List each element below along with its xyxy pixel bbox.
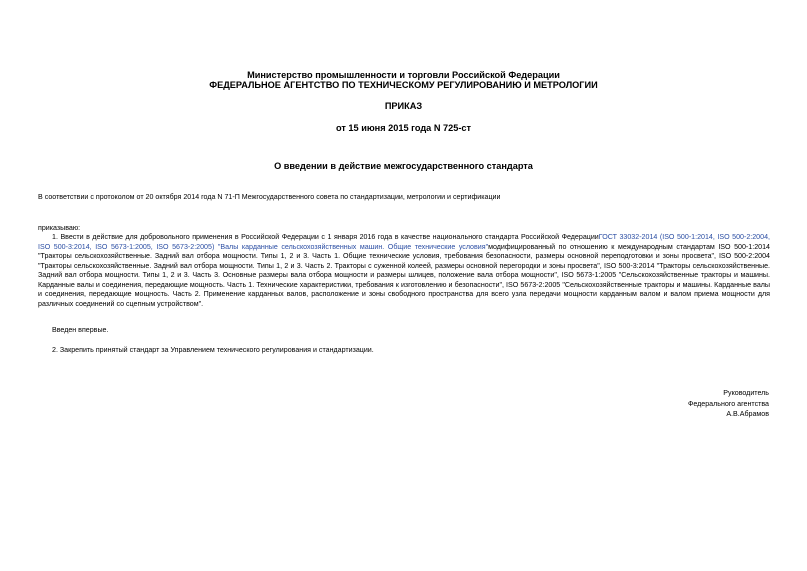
item-1-details: модифицированный по отношению к международным стандартам ISO 500-1:2014 "Тракторы сельскохозяйственные. Задний вал отбора мощности. Типы 1, 2 и 3. Часть 1. Общие технические условия, требования безопасности, размеры основной переподготовки и зоны просвета", ISO 500-2:2004 "Тракторы сельскохозяйственные. Задний вал отбора мощности. Типы 1, 2 и 3. Часть 2. Тракторы с суженной колеей, размеры основной перегородки и зоны просвета", ISO 500-3:2014 "Тракторы сельскохозяйственные. Задний вал отбора мощности. Типы 1, 2 и 3. Часть 3. Основные размеры вала отбора мощности и размеры шлицев, положение вала отбора мощности", ISO 5673-1:2005 "Сельскохозяйственные тракторы и машины. Карданные валы и соединения, передающие мощность. Часть 1. Технические характеристики, требования к изготовлению и безопасности", ISO 5673-2:2005 "Сельскохозяйственные тракторы и машины. Карданные валы и соединения, передающие мощность. Часть 2. Применение карданных валов, расположение и зоны свободного пространства для всего узла передачи мощности карданным валом и валом приема мощности для различных соединений со сцепным устройством". [38, 242, 770, 308]
document-title: О введении в действие межгосударственного стандарта [274, 161, 533, 171]
item-1-paragraph [38, 233, 770, 309]
signatory-position-line-1: Руководитель [723, 389, 769, 397]
document-type: ПРИКАЗ [384, 101, 423, 111]
item-1-intro: 1. Ввести в действие для добровольного применения в Российской Федерации с 1 января 2016 года в качестве национального стандарта Российской Федерации [52, 233, 599, 241]
item-2-paragraph: 2. Закрепить принятый стандарт за Управлением технического регулирования и стандартизации. [52, 346, 374, 354]
signature-block [688, 388, 769, 420]
document-date: от 15 июня 2015 года N 725-ст [335, 123, 472, 133]
ministry-name: Министерство промышленности и торговли Российской Федерации [247, 70, 560, 80]
signatory-name: А.В.Абрамов [726, 410, 769, 418]
introduced-note: Введен впервые. [52, 326, 109, 334]
standard-link[interactable]: ГОСТ 33032-2014 (ISO 500-1:2014, ISO 500-2:2004, ISO 500-3:2014, ISO 5673-1:2005, ISO 5673-2:2005) "Валы карданные сельскохозяйственных машин. Общие технические условия" [38, 233, 770, 251]
signatory-position-line-2: Федерального агентства [687, 399, 769, 408]
protocol-paragraph: В соответствии с протоколом от 20 октября 2014 года N 71-П Межгосударственного совета по стандартизации, метрологии и сертификации [38, 193, 501, 201]
agency-name: ФЕДЕРАЛЬНОЕ АГЕНТСТВО ПО ТЕХНИЧЕСКОМУ РЕГУЛИРОВАНИЮ И МЕТРОЛОГИИ [209, 80, 598, 90]
decree-word: приказываю: [38, 224, 81, 232]
